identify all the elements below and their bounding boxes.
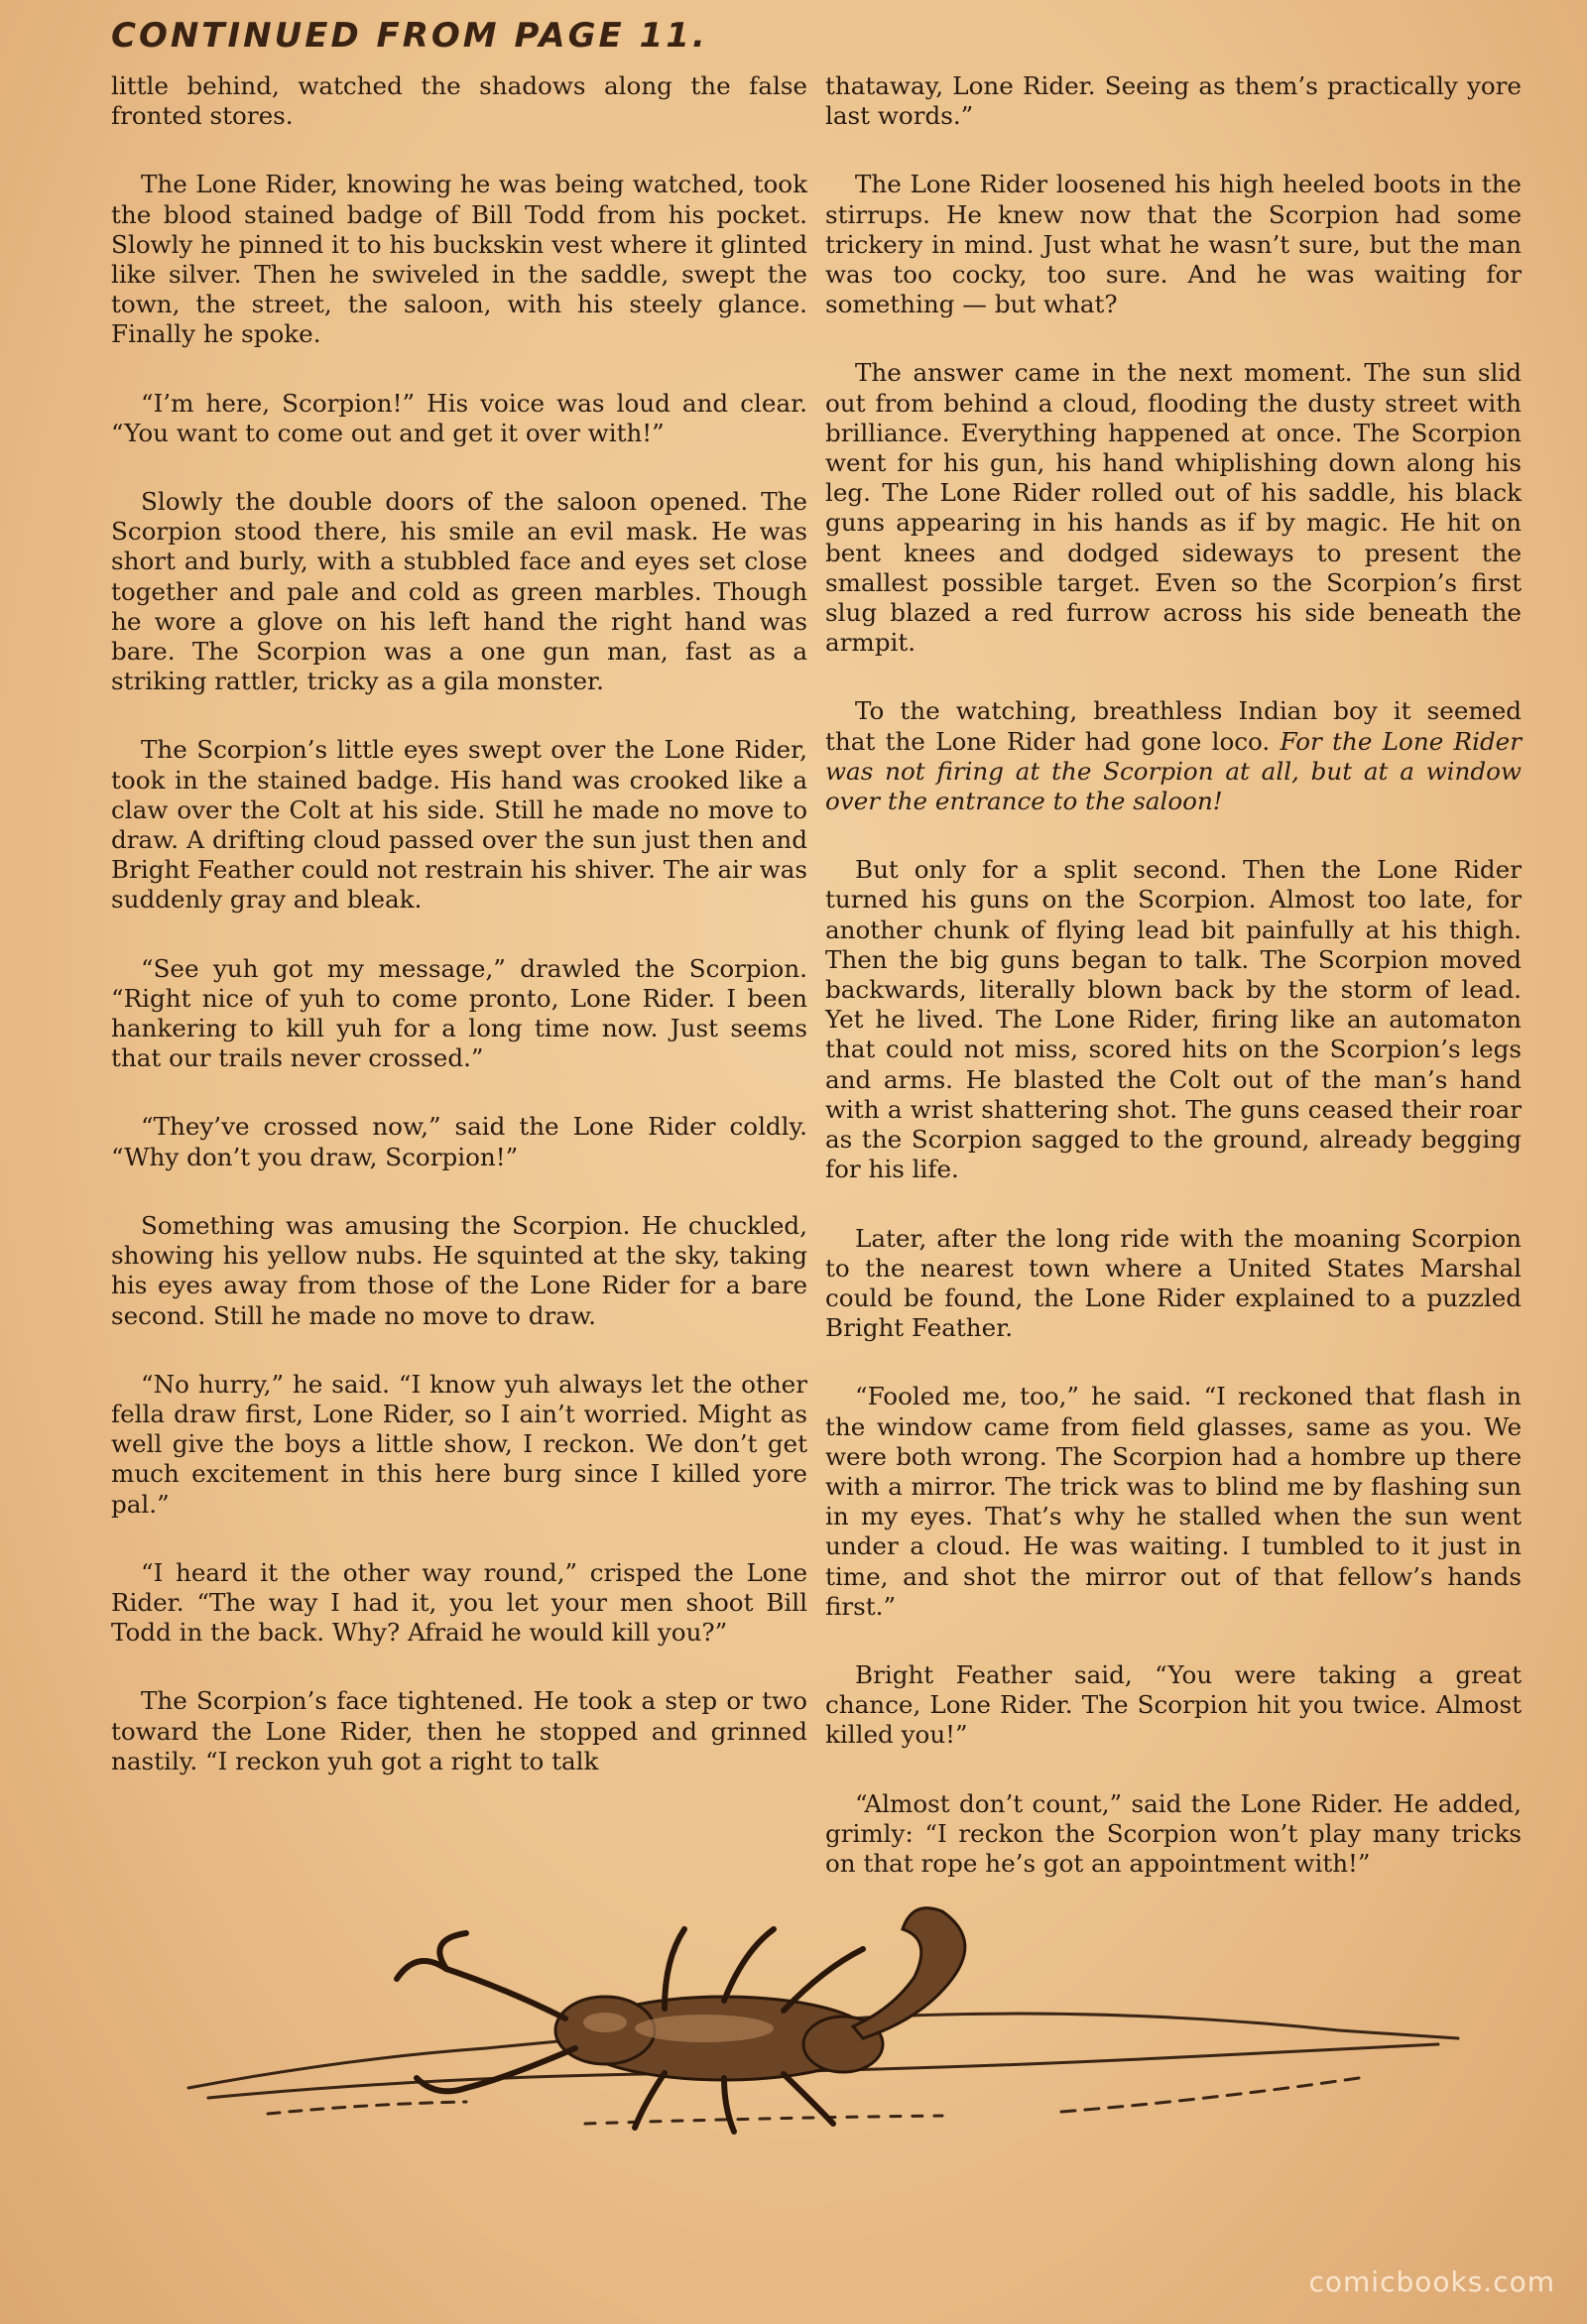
italic-text: For the Lone Rider was not firing at the Scorpion at all, but at a window over the entrance to the saloon!: [825, 726, 1522, 816]
paragraph: “Almost don’t count,” said the Lone Rider. He added, grimly: “I reckon the Scorpion won’t play many tricks on that rope he’s got an appointment with!”: [825, 1788, 1522, 1878]
right-column: [825, 71, 1522, 1917]
paragraph: But only for a split second. Then the Lone Rider turned his guns on the Scorpion. Almost too late, for another chunk of flying lead bit painfully at his thigh. Then the big guns began to talk. The Scorpion moved backwards, literally blown back by the storm of lead. Yet he lived. The Lone Rider, firing like an automaton that could not miss, scored hits on the Scorpion’s legs and arms. He blasted the Colt out of the man’s hand with a wrist shattering shot. The guns ceased their roar as the Scorpion sagged to the ground, already begging for his life.: [825, 855, 1522, 1184]
paragraph: “I’m here, Scorpion!” His voice was loud and clear. “You want to come out and get it over with!”: [111, 388, 807, 447]
paragraph: The Scorpion’s little eyes swept over the Lone Rider, took in the stained badge. His hand was crooked like a claw over the Colt at his side. Still he made no move to draw. A drifting cloud passed over the sun just then and Bright Feather could not restrain his shiver. The air was suddenly gray and bleak.: [111, 735, 807, 915]
watermark: comicbooks.com: [1308, 2265, 1555, 2298]
paragraph: The Lone Rider loosened his high heeled boots in the stirrups. He knew now that the Scorpion had some trickery in mind. Just what he wasn’t sure, but the man was too cocky, too sure. And he was waiting for something — but what?: [825, 170, 1522, 319]
paragraph: “I heard it the other way round,” crisped the Lone Rider. “The way I had it, you let your men shoot Bill Todd in the back. Why? Afraid he would kill you?”: [111, 1557, 807, 1648]
paragraph: “No hurry,” he said. “I know yuh always let the other fella draw first, Lone Rider, so I ain’t worried. Might as well give the boys a little show, I reckon. We don’t get much excitement in this here burg since I killed yore pal.”: [111, 1369, 807, 1519]
paragraph: Something was amusing the Scorpion. He chuckled, showing his yellow nubs. He squinted at the sky, taking his eyes away from those of the Lone Rider for a bare second. Still he made no move to draw.: [111, 1210, 807, 1330]
paragraph: “They’ve crossed now,” said the Lone Rider coldly. “Why don’t you draw, Scorpion!”: [111, 1112, 807, 1171]
scorpion-icon: [169, 1890, 1478, 2138]
left-column: [111, 71, 807, 1815]
continued-header: CONTINUED FROM PAGE 11.: [111, 16, 708, 56]
paragraph: The Lone Rider, knowing he was being watched, took the blood stained badge of Bill Todd from his pocket. Slowly he pinned it to his buckskin vest where it glinted like silver. Then he swiveled in the saddle, swept the town, the street, the saloon, with his steely glance. Finally he spoke.: [111, 170, 807, 349]
paragraph: Bright Feather said, “You were taking a great chance, Lone Rider. The Scorpion hit you twice. Almost killed you!”: [825, 1659, 1522, 1750]
paragraph-text: To the watching, breathless Indian boy it seemed that the Lone Rider had gone loco.: [825, 696, 1522, 756]
paragraph: [825, 696, 1522, 816]
paragraph: Later, after the long ride with the moaning Scorpion to the nearest town where a United States Marshal could be found, the Lone Rider explained to a puzzled Bright Feather.: [825, 1223, 1522, 1343]
paragraph: thataway, Lone Rider. Seeing as them’s practically yore last words.”: [825, 71, 1522, 131]
paragraph: “Fooled me, too,” he said. “I reckoned that flash in the window came from field glasses, same as you. We were both wrong. The Scorpion had a hombre up there with a mirror. The trick was to blind me by flashing sun in my eyes. That’s why he stalled when the sun went under a cloud. He was waiting. I tumbled to it just in time, and shot the mirror out of that fellow’s hands first.”: [825, 1382, 1522, 1621]
paragraph: Slowly the double doors of the saloon opened. The Scorpion stood there, his smile an evil mask. He was short and burly, with a stubbled face and eyes set close together and pale and cold as green marbles. Though he wore a glove on his left hand the right hand was bare. The Scorpion was a one gun man, fast as a striking rattler, tricky as a gila monster.: [111, 487, 807, 696]
paragraph: The Scorpion’s face tightened. He took a step or two toward the Lone Rider, then he stopped and grinned nastily. “I reckon yuh got a right to talk: [111, 1686, 807, 1775]
paragraph: The answer came in the next moment. The sun slid out from behind a cloud, flooding the dusty street with brilliance. Everything happened at once. The Scorpion went for his gun, his hand whiplishing down along his leg. The Lone Rider rolled out of his saddle, his black guns appearing in his hands as if by magic. He hit on bent knees and dodged sideways to present the smallest possible target. Even so the Scorpion’s first slug blazed a red furrow across his side beneath the armpit.: [825, 358, 1522, 658]
paragraph: “See yuh got my message,” drawled the Scorpion. “Right nice of yuh to come pronto, Lone Rider. I been hankering to kill yuh for a long time now. Just seems that our trails never crossed.”: [111, 953, 807, 1073]
paragraph: little behind, watched the shadows along the false fronted stores.: [111, 71, 807, 131]
